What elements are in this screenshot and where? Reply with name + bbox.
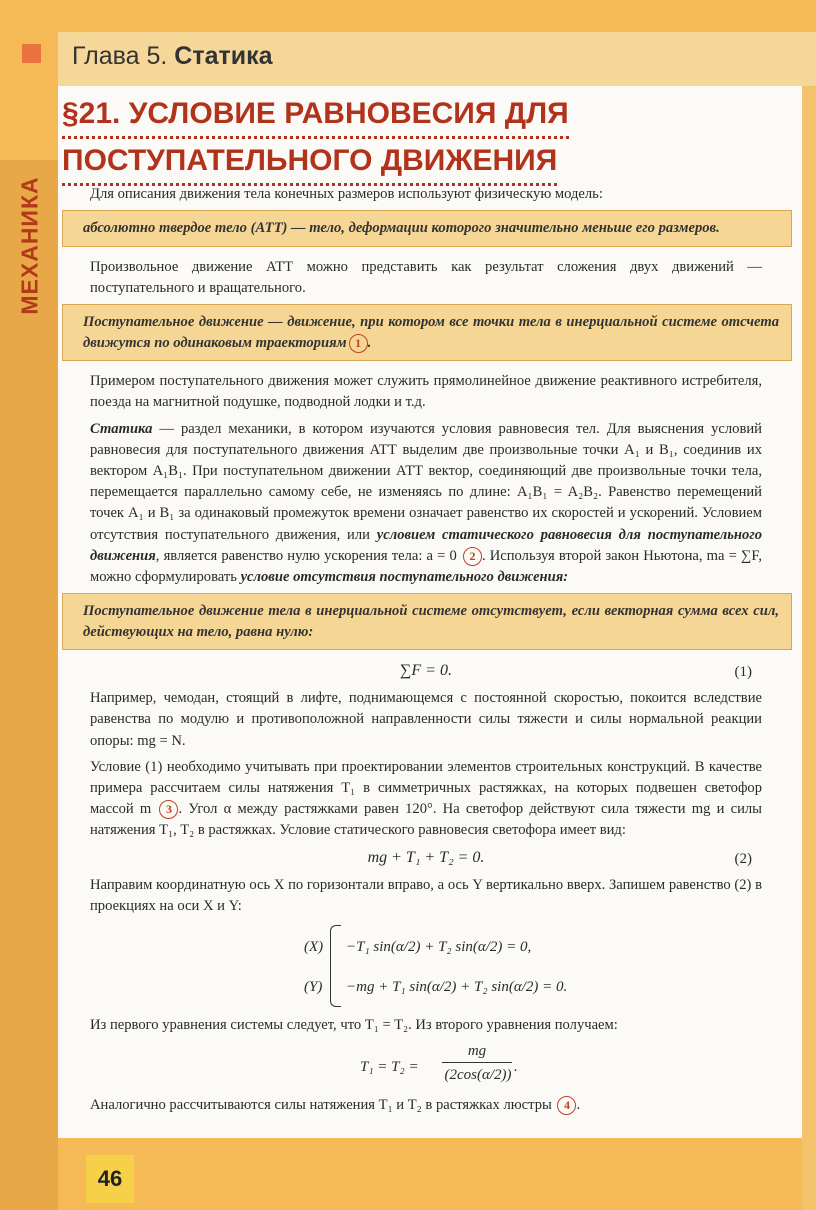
equation-1: [90, 660, 762, 688]
p4-part-b: , является равенство нулю ускорения тела: a = 0: [155, 547, 457, 564]
paragraph-1: Для описания движения тела конечных размеров используют физическую модель:: [90, 186, 603, 202]
definition-2-text: Поступательное движение — движение, при котором все точки тела в инерциальной системе отсчета движутся по одинаковым траекториям: [83, 314, 779, 351]
right-strip: [802, 86, 816, 1210]
paragraph-4: [90, 419, 762, 589]
p9-end: .: [576, 1097, 581, 1114]
equation-3-end: .: [514, 1059, 518, 1076]
text-content: [83, 184, 779, 1121]
system-x-equation: −T₁ sin(α/2) + T₂ sin(α/2) = 0,: [346, 938, 532, 955]
definition-1-text: абсолютно твердое тело (АТТ) — тело, деформации которого значительно меньше его размеров.: [83, 220, 720, 237]
paragraph-7: Направим координатную ось X по горизонтали вправо, а ось Y вертикально вверх. Запишем равенство (2) в проекциях на оси X и Y:: [90, 876, 762, 914]
section-title: [62, 92, 582, 186]
p4-part-a: — раздел механики, в котором изучаются условия равновесия тел. Для выяснения условий равновесия для поступательного движения АТТ выделим две произвольные точки A₁ и B₁, соединив их вектором A₁B₁. При поступательном движении АТТ вектор, соединяющий две произвольные точки тела, перемещается параллельно самому себе, не изменяясь по длине: A₁B₁ = A₂B₂. Равенство перемещений точек A₁ и B₁ за одинаковый промежуток времени означает равенство их скоростей и ускорений. Условием отсутствия поступательного движения, или: [90, 420, 762, 543]
equation-3-denominator: (2cos(α/2)): [444, 1067, 512, 1084]
p4-part-c: . Используя второй закон Ньютона, ma = ∑F, можно сформулировать: [90, 547, 762, 585]
system-x-label: (X): [304, 938, 324, 955]
p9-text: Аналогично рассчитываются силы натяжения T₁ и T₂ в растяжках люстры: [90, 1097, 552, 1114]
definition-3-text: Поступательное движение тела в инерциальной системе отсутствует, если векторная сумма всех сил, действующих на тело, равна нулю:: [83, 603, 779, 640]
equation-3-numerator: mg: [442, 1041, 512, 1063]
section-title-line1: §21. УСЛОВИЕ РАВНОВЕСИЯ ДЛЯ: [62, 92, 569, 139]
chapter-name: Статика: [174, 42, 273, 70]
definition-box-2: Поступательное движение — движение, при котором все точки тела в инерциальной системе отсчета движутся по одинаковым траекториям 1 .: [62, 304, 792, 361]
equation-3: [90, 1041, 762, 1095]
page-number-text: 46: [97, 1166, 123, 1191]
paragraph-9: [90, 1095, 762, 1116]
equation-2-text: mg + T₁ + T₂ = 0.: [367, 848, 485, 866]
paragraph-3: Примером поступательного движения может служить прямолинейное движение реактивного истребителя, поезда на магнитной подушке, подводной лодки и т.д.: [90, 373, 762, 411]
equation-2: [90, 847, 762, 875]
equation-1-text: ∑F = 0.: [400, 662, 452, 680]
system-y-equation: −mg + T₁ sin(α/2) + T₂ sin(α/2) = 0.: [346, 978, 568, 995]
chapter-marker: [22, 44, 41, 63]
figure-ref-1: 1: [349, 334, 368, 353]
equation-1-number: (1): [734, 664, 752, 681]
definition-box-3: [62, 593, 792, 650]
p4-bold-term-2: условие отсутствия поступательного движения:: [240, 568, 569, 585]
paragraph-5: Например, чемодан, стоящий в лифте, поднимающемся с постоянной скоростью, покоится вследствие равенства по модулю и противоположной направленности силы тяжести и силы нормальной реакции опоры: mg = N.: [90, 690, 762, 749]
definition-box-1: [62, 210, 792, 247]
paragraph-6: [90, 757, 762, 842]
side-label-text: МЕХАНИКА: [16, 175, 43, 315]
figure-ref-2: 2: [463, 547, 482, 566]
page-number: [86, 1155, 134, 1203]
system-y-label: (Y): [304, 978, 323, 995]
chapter-title: [72, 42, 273, 71]
term-statics: Статика: [90, 420, 153, 437]
p6-part-b: . Угол α между растяжками равен 120°. На светофор действуют сила тяжести mg и силы натяжения T₁, T₂ в растяжках. Условие статического равновесия светофора имеет вид:: [90, 801, 762, 839]
chapter-prefix: Глава 5.: [72, 42, 168, 70]
paragraph-2: Произвольное движение АТТ можно представить как результат сложения двух движений — поступательного и вращательного.: [90, 258, 762, 296]
section-title-line2: ПОСТУПАТЕЛЬНОГО ДВИЖЕНИЯ: [62, 139, 557, 186]
system-brace: [330, 925, 341, 1007]
figure-ref-4: 4: [557, 1096, 576, 1115]
equation-2-number: (2): [734, 850, 752, 867]
equation-3-lhs: T₁ = T₂ =: [360, 1059, 419, 1076]
paragraph-8: Из первого уравнения системы следует, что T₁ = T₂. Из второго уравнения получаем:: [90, 1016, 618, 1033]
side-label: [2, 170, 58, 320]
p6-part-a: Условие (1) необходимо учитывать при проектировании элементов строительных конструкций. В качестве примера рассчитаем силы натяжения T₁ в симметричных растяжках, на которых подвешен светофор массой m: [90, 758, 762, 818]
p4-bold-term: условием статического равновесия для поступательного движения: [90, 526, 762, 564]
equation-system: [90, 923, 762, 1007]
figure-ref-3: 3: [159, 800, 178, 819]
